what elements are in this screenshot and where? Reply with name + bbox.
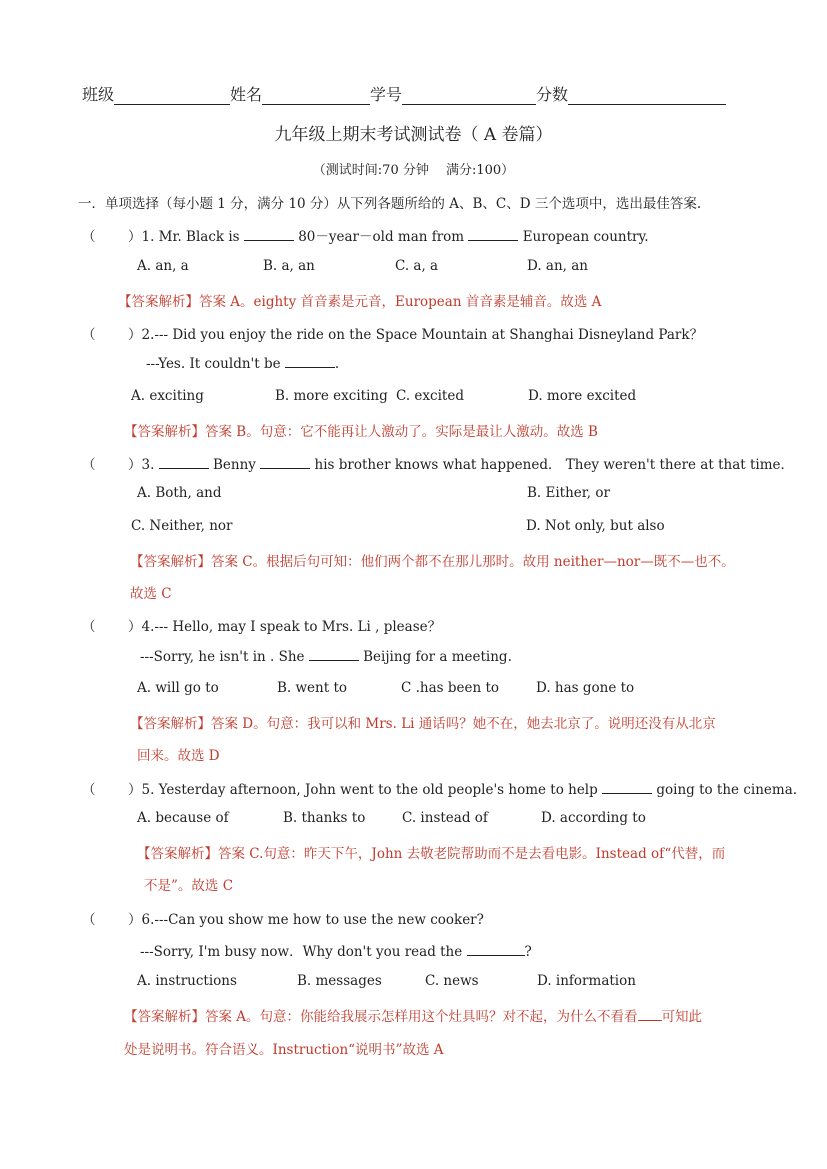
- option-b[interactable]: B. more exciting: [275, 388, 388, 404]
- blank[interactable]: [468, 228, 518, 241]
- class-label: 班级: [82, 85, 115, 104]
- blank[interactable]: [244, 228, 294, 241]
- answer-explanation: 【答案解析】答案 A。句意：你能给我展示怎样用这个灶具吗？对不起，为什么不看看 可知此: [124, 1009, 703, 1025]
- question-4-reply: ---Sorry, he isn't in . She Beijing for a meeting.: [140, 649, 512, 665]
- option-d[interactable]: D. information: [537, 973, 636, 989]
- answer-explanation-cont: 不是”。故选 C: [144, 878, 234, 894]
- answer-explanation: 【答案解析】答案 A。eighty 首音素是元音，European 首音素是辅音。故选 A: [118, 294, 602, 310]
- option-b[interactable]: B. thanks to: [283, 810, 366, 826]
- answer-explanation: 【答案解析】答案 C.句意：昨天下午，John 去敬老院帮助而不是去看电影。Instead of“代替，而: [137, 846, 726, 862]
- question-6-reply: ---Sorry, I'm busy now．Why don't you read the ?: [140, 944, 532, 960]
- option-c[interactable]: C. excited: [396, 388, 464, 404]
- answer-bracket[interactable]: （: [82, 782, 96, 798]
- option-c[interactable]: C. Neither, nor: [131, 518, 233, 534]
- page-title: 九年级上期末考试测试卷（ A 卷篇）: [274, 125, 553, 145]
- name-field[interactable]: [262, 88, 370, 105]
- question-3: （ ）3. Benny his brother knows what happened． They weren't there at that time．: [82, 453, 794, 473]
- option-b[interactable]: B. went to: [277, 680, 348, 696]
- option-a[interactable]: A. exciting: [131, 388, 204, 404]
- option-a[interactable]: A. an, a: [137, 258, 189, 274]
- blank[interactable]: [285, 355, 335, 368]
- score-label: 分数: [536, 85, 569, 104]
- option-b[interactable]: B. messages: [297, 973, 382, 989]
- answer-explanation: 【答案解析】答案 B。句意：它不能再让人激动了。实际是最让人激动。故选 B: [124, 424, 598, 440]
- answer-bracket[interactable]: （: [82, 229, 96, 245]
- option-a[interactable]: A. will go to: [137, 680, 219, 696]
- student-info-header: [82, 82, 726, 105]
- option-d[interactable]: D. according to: [541, 810, 646, 826]
- class-field[interactable]: [114, 88, 230, 105]
- option-a[interactable]: A. instructions: [137, 973, 237, 989]
- question-2: （ ）2.--- Did you enjoy the ride on the Space Mountain at Shanghai Disneyland Park？: [82, 323, 703, 343]
- answer-explanation-cont: 处是说明书。符合语义。Instruction“说明书”故选 A: [124, 1042, 444, 1058]
- name-label: 姓名: [230, 85, 263, 104]
- answer-explanation-cont: 故选 C: [130, 586, 172, 602]
- question-4: （ ）4.--- Hello, may I speak to Mrs. Li , please？: [82, 615, 441, 635]
- blank[interactable]: [309, 648, 359, 661]
- option-c[interactable]: C. a, a: [395, 258, 439, 274]
- option-c[interactable]: C .has been to: [401, 680, 500, 696]
- id-label: 学号: [370, 85, 403, 104]
- page-subtitle: （测试时间:70 分钟 满分:100）: [312, 163, 515, 178]
- blank[interactable]: [260, 456, 310, 469]
- option-c[interactable]: C. news: [425, 973, 479, 989]
- answer-explanation: 【答案解析】答案 D。句意：我可以和 Mrs. Li 通话吗？她不在，她去北京了。说明还没有从北京: [130, 716, 716, 732]
- answer-bracket[interactable]: （: [82, 457, 96, 473]
- option-a[interactable]: A. because of: [137, 810, 229, 826]
- question-5: （ ）5. Yesterday afternoon, John went to the old people's home to help going to the cinema.: [82, 778, 797, 798]
- blank[interactable]: [602, 781, 652, 794]
- option-d[interactable]: D. more excited: [528, 388, 637, 404]
- option-d[interactable]: D. has gone to: [536, 680, 635, 696]
- option-c[interactable]: C. instead of: [402, 810, 488, 826]
- option-a[interactable]: A. Both, and: [137, 485, 222, 501]
- question-1: （ ）1. Mr. Black is 80－year－old man from European country.: [82, 225, 649, 245]
- question-2-reply: ---Yes. It couldn't be .: [146, 356, 340, 372]
- id-field[interactable]: [402, 88, 536, 105]
- section-instruction: 一．单项选择（每小题 1 分，满分 10 分）从下列各题所给的 A、B、C、D 三个选项中，选出最佳答案.: [78, 196, 702, 212]
- answer-bracket[interactable]: （: [82, 327, 96, 343]
- score-field[interactable]: [568, 88, 726, 105]
- answer-explanation: 【答案解析】答案 C。根据后句可知：他们两个都不在那儿那时。故用 neither—nor—既不—也不。: [130, 554, 735, 570]
- option-d[interactable]: D. Not only, but also: [526, 518, 665, 534]
- option-b[interactable]: B. Either, or: [527, 485, 610, 501]
- blank[interactable]: [467, 943, 525, 956]
- option-d[interactable]: D. an, an: [527, 258, 588, 274]
- question-6: （ ）6.---Can you show me how to use the new cooker?: [82, 908, 484, 928]
- option-b[interactable]: B. a, an: [263, 258, 315, 274]
- answer-bracket[interactable]: （: [82, 619, 96, 635]
- answer-explanation-cont: 回来。故选 D: [137, 748, 220, 764]
- blank[interactable]: [159, 456, 209, 469]
- blank: [638, 1008, 662, 1021]
- answer-bracket[interactable]: （: [82, 912, 96, 928]
